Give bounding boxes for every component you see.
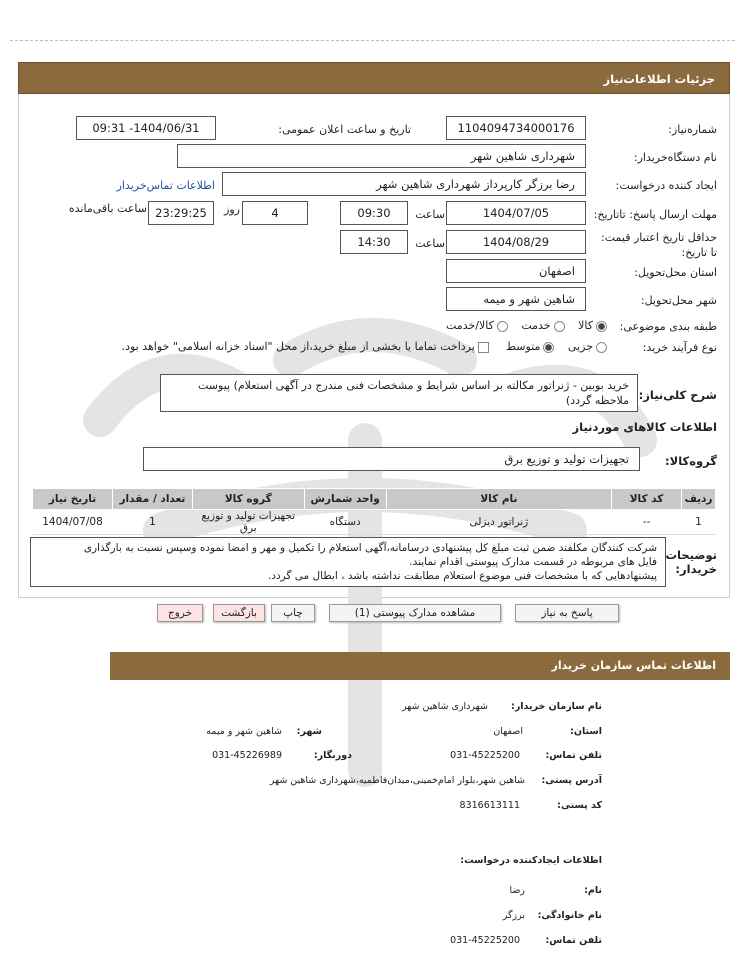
proc-partial-radio[interactable] [596,342,607,353]
table-row[interactable] [33,510,716,535]
goods-info-title: اطلاعات کالاهای موردنیاز [572,420,717,434]
description-box: خرید بوبین - ژنراتور مکالته بر اساس شرایط و مشخصات فنی مندرج در آگهی استعلام) پیوست ملاحظه گردد) [160,374,638,412]
goods-group-field: تجهیزات تولید و توزیع برق [143,447,640,471]
col-name: نام کالا [386,489,612,510]
validity-label: حداقل تاریخ اعتبار قیمت: تا تاریخ: [601,231,717,259]
notes-label: توضیحات خریدار: [665,548,717,576]
notes-line-1: شرکت کنندگان مکلفند ضمن ثبت مبلغ کل پیشنهادی درسامانه،آگهی استعلام را تکمیل و مهر و امضا نموده وسپس نسبت به بارگذاری [83,542,657,554]
city-field[interactable]: شاهین شهر و میمه [446,287,586,311]
col-unit: واحد شمارش [304,489,386,510]
contact-province-value: اصفهان [493,726,523,737]
proc-partial-label: جزیی [567,340,593,353]
family-label: نام خانوادگی: [537,910,602,921]
contact-header: اطلاعات تماس سازمان خریدار [110,652,730,680]
cell-unit: دستگاه [304,510,386,535]
cell-group: تجهیزات تولید و توزیع برق [192,510,304,535]
goods-group-label: گروه‌کالا: [665,454,717,468]
col-row: ردیف [682,489,716,510]
back-button[interactable]: بازگشت [213,604,265,622]
deadline-label: مهلت ارسال پاسخ: تاتاریخ: [593,208,717,221]
top-divider [10,40,735,41]
name-label: نام: [584,885,602,896]
cat-service-radio[interactable] [554,321,565,332]
postal-label: کد پستی: [557,800,602,811]
need-no-field[interactable]: 1104094734000176 [446,116,586,140]
address-value: شاهین شهر،بلوار امام‌خمینی،میدان‌فاطمیه،شهرداری شاهین شهر [269,775,525,786]
cell-row: 1 [682,510,716,535]
col-date: تاریخ نیاز [33,489,113,510]
remaining-label: ساعت باقی‌مانده [68,202,147,215]
exit-button[interactable]: خروج [157,604,203,622]
cat-goods-radio[interactable] [596,321,607,332]
table-header-row [33,489,716,510]
cat-both-radio[interactable] [497,321,508,332]
view-docs-button[interactable]: مشاهده مدارک پیوستی (1) [329,604,501,622]
cell-date: 1404/07/08 [33,510,113,535]
buyer-contact-link[interactable]: اطلاعات تماس‌خریدار [116,179,215,192]
reply-button[interactable]: پاسخ به نیاز [515,604,619,622]
contact-province-label: استان: [570,726,602,737]
col-group: گروه کالا [192,489,304,510]
proc-medium-label: متوسط [505,340,541,353]
fax-label: دورنگار: [313,750,352,761]
family-value: برزگر [502,910,525,921]
buyer-label: نام دستگاه‌خریدار: [633,151,717,164]
address-label: آدرس پستی: [541,775,602,786]
cell-name: ژنراتور دیزلی [386,510,612,535]
deadline-time-field[interactable]: 09:30 [340,201,408,225]
cell-code: -- [612,510,682,535]
notes-line-2: فایل های مربوطه در قسمت مدارک پیوستی اقدام نمایند. [409,556,657,568]
category-label: طبقه بندی موضوعی: [619,320,717,333]
validity-time-label: ساعت [415,237,445,250]
cat-service-label: خدمت [521,319,551,332]
remaining-field: 23:29:25 [148,201,214,225]
org-label: نام سازمان خریدار: [511,701,602,712]
creator-phone-label: تلفن تماس: [545,935,602,946]
goods-table [32,488,716,535]
buyer-field[interactable]: شهرداری شاهین شهر [177,144,586,168]
deadline-date-field[interactable]: 1404/07/05 [446,201,586,225]
creator-label: ایجاد کننده درخواست: [615,179,717,192]
province-label: استان محل‌تحویل: [634,266,717,279]
days-label: روز [224,203,240,216]
days-field: 4 [242,201,308,225]
process-label: نوع فرآیند خرید: [642,341,717,354]
city-label: شهر محل‌تحویل: [640,294,717,307]
creator-info-title: اطلاعات ایجادکننده درخواست: [460,855,602,866]
cell-qty: 1 [113,510,193,535]
org-value: شهرداری شاهین شهر [401,701,488,712]
creator-field[interactable]: رضا برزگر کارپرداز شهرداری شاهین شهر [222,172,586,196]
postal-value: 8316613111 [459,800,520,811]
cat-both-label: کالا/خدمت [446,319,494,332]
announce-field[interactable]: 1404/06/31- 09:31 [76,116,216,140]
announce-label: تاریخ و ساعت اعلان عمومی: [278,123,411,136]
contact-city-value: شاهین شهر و میمه [206,726,282,737]
validity-time-field[interactable]: 14:30 [340,230,408,254]
deadline-time-label: ساعت [415,208,445,221]
cat-goods-label: کالا [578,319,593,332]
description-label: شرح کلی‌نیاز: [638,388,717,402]
proc-medium-radio[interactable] [543,342,554,353]
process-options [122,340,610,353]
need-no-label: شماره‌نیاز: [668,123,717,136]
creator-phone-value: 031-45225200 [450,935,520,946]
fax-value: 031-45226989 [212,750,282,761]
phone-label: تلفن تماس: [545,750,602,761]
notes-box [30,537,666,587]
province-field[interactable]: اصفهان [446,259,586,283]
treasury-note: پرداخت تماما یا بخشی از مبلغ خرید،از محل "اسناد خزانه اسلامی" خواهد بود. [121,340,475,353]
validity-date-field[interactable]: 1404/08/29 [446,230,586,254]
phone-value: 031-45225200 [450,750,520,761]
col-qty: تعداد / مقدار [113,489,193,510]
contact-city-label: شهر: [296,726,322,737]
notes-line-3: پیشنهادهایی که با مشخصات فنی موضوع استعلام مطابقت نداشته باشد ، ابطال می گردد. [267,570,657,582]
name-value: رضا [509,885,525,896]
treasury-checkbox[interactable] [478,342,489,353]
details-header: جزئیات اطلاعات‌نیاز [18,62,730,94]
print-button[interactable]: چاپ [271,604,315,622]
category-options [446,319,610,332]
col-code: کد کالا [612,489,682,510]
